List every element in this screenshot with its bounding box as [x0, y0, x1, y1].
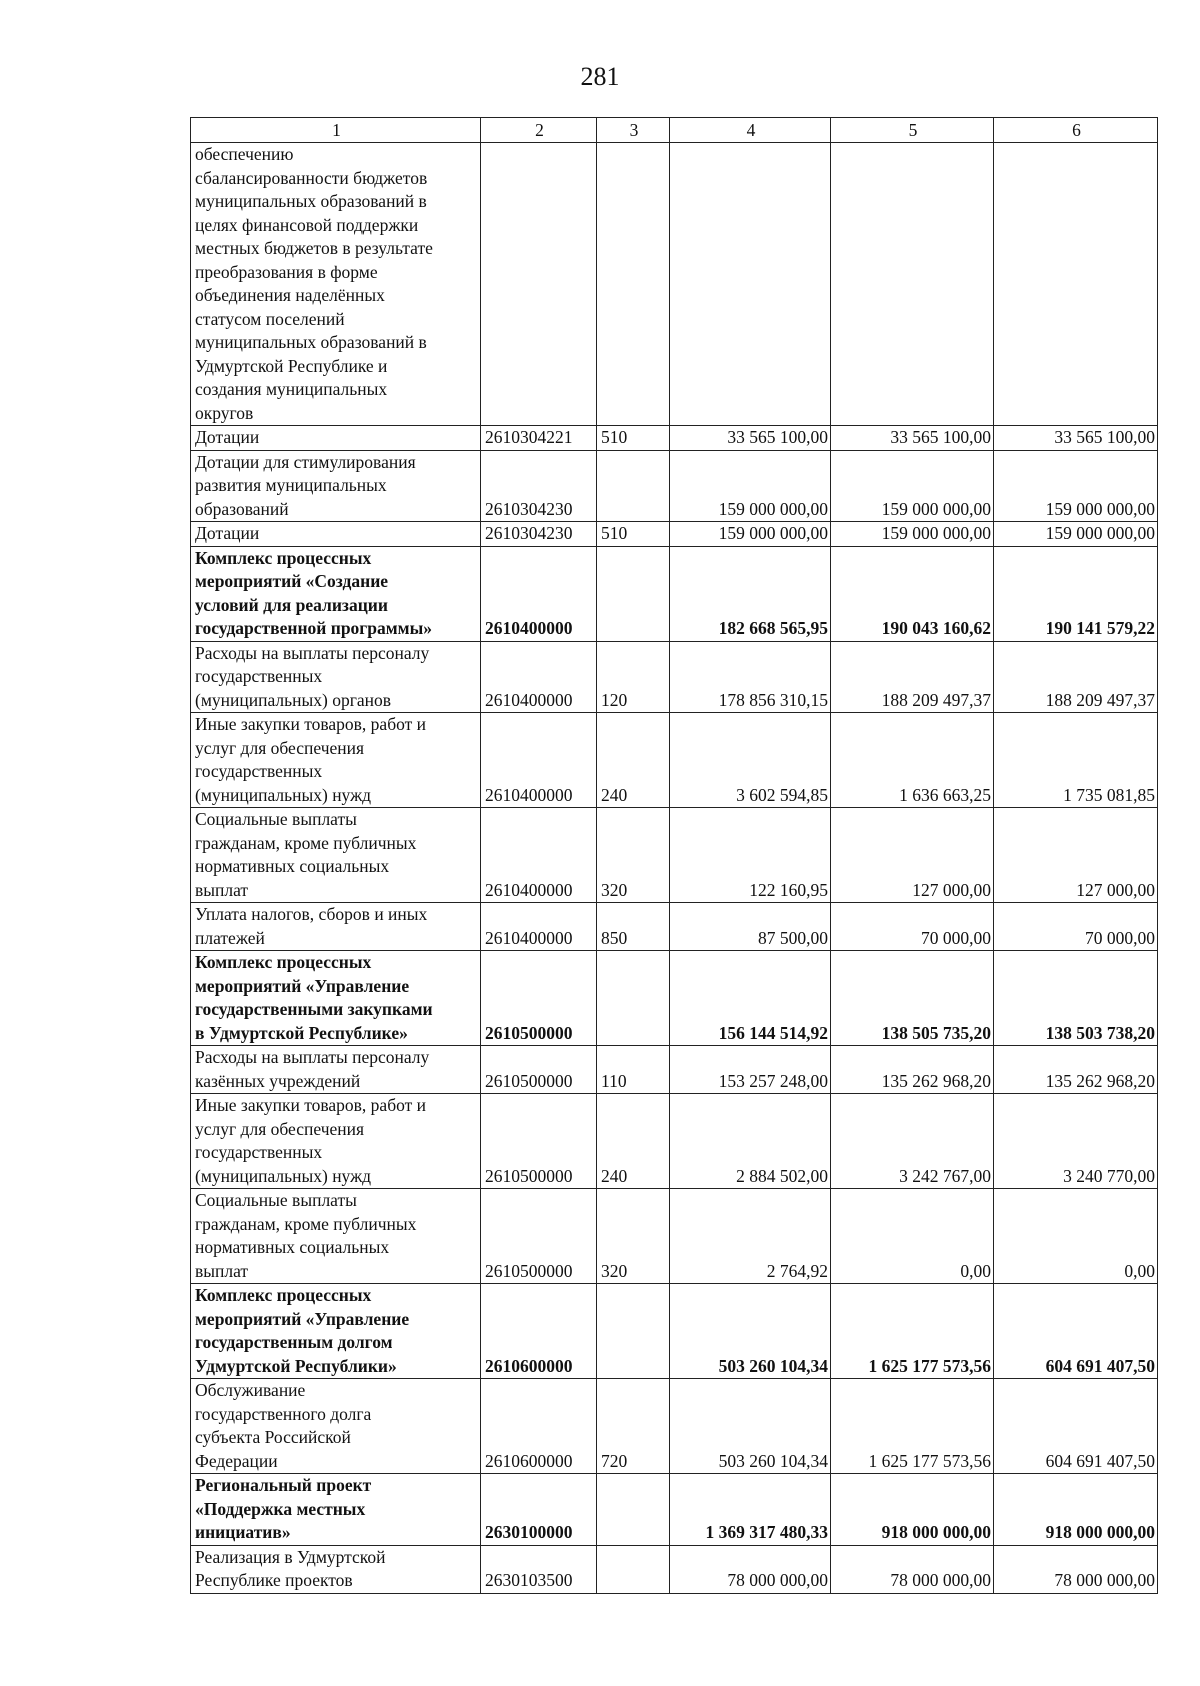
row-value-cell: 918 000 000,00	[831, 1474, 994, 1546]
row-value-cell: 33 565 100,00	[670, 426, 831, 451]
table-row	[191, 1046, 1158, 1094]
row-type-cell	[597, 1545, 670, 1593]
table-row	[191, 1545, 1158, 1593]
row-type-cell	[597, 1284, 670, 1379]
row-value-cell: 78 000 000,00	[670, 1545, 831, 1593]
row-name-cell: Комплекс процессных мероприятий «Управление государственными закупками в Удмуртской Республике»	[191, 951, 481, 1046]
row-value-cell: 188 209 497,37	[831, 641, 994, 713]
row-value-cell: 190 141 579,22	[994, 546, 1158, 641]
row-value-cell: 3 240 770,00	[994, 1094, 1158, 1189]
table-row	[191, 903, 1158, 951]
row-type-cell: 110	[597, 1046, 670, 1094]
row-value-cell: 503 260 104,34	[670, 1379, 831, 1474]
row-value-cell: 135 262 968,20	[994, 1046, 1158, 1094]
row-type-cell: 120	[597, 641, 670, 713]
table-header-row	[191, 118, 1158, 143]
row-value-cell: 3 602 594,85	[670, 713, 831, 808]
row-name-cell: Обслуживание государственного долга субъекта Российской Федерации	[191, 1379, 481, 1474]
column-header: 3	[597, 118, 670, 143]
table-row	[191, 143, 1158, 426]
row-value-cell: 138 503 738,20	[994, 951, 1158, 1046]
table-row	[191, 951, 1158, 1046]
row-value-cell: 503 260 104,34	[670, 1284, 831, 1379]
row-name-cell: Реализация в Удмуртской Республике проектов	[191, 1545, 481, 1593]
row-name-cell: Дотации	[191, 426, 481, 451]
row-code-cell: 2610304230	[481, 522, 597, 547]
row-value-cell: 127 000,00	[994, 808, 1158, 903]
row-value-cell: 70 000,00	[994, 903, 1158, 951]
row-name-cell: обеспечению сбалансированности бюджетов муниципальных образований в целях финансовой поддержки местных бюджетов в результате преобразования в форме объединения наделённых статусом поселений муниципальных образований в Удмуртской Республике и создания муниципальных округов	[191, 143, 481, 426]
row-value-cell: 156 144 514,92	[670, 951, 831, 1046]
row-type-cell: 850	[597, 903, 670, 951]
row-name-cell: Комплекс процессных мероприятий «Управление государственным долгом Удмуртской Республики»	[191, 1284, 481, 1379]
table-row	[191, 522, 1158, 547]
row-code-cell: 2630100000	[481, 1474, 597, 1546]
row-type-cell	[597, 1474, 670, 1546]
row-value-cell: 1 369 317 480,33	[670, 1474, 831, 1546]
row-value-cell: 138 505 735,20	[831, 951, 994, 1046]
row-code-cell: 2610400000	[481, 546, 597, 641]
row-code-cell: 2630103500	[481, 1545, 597, 1593]
row-value-cell: 159 000 000,00	[831, 522, 994, 547]
row-value-cell: 918 000 000,00	[994, 1474, 1158, 1546]
row-value-cell: 182 668 565,95	[670, 546, 831, 641]
row-value-cell: 159 000 000,00	[670, 522, 831, 547]
row-type-cell: 320	[597, 1189, 670, 1284]
row-name-cell: Иные закупки товаров, работ и услуг для обеспечения государственных (муниципальных) нужд	[191, 713, 481, 808]
table-row	[191, 450, 1158, 522]
column-header: 2	[481, 118, 597, 143]
table-row	[191, 641, 1158, 713]
row-value-cell: 178 856 310,15	[670, 641, 831, 713]
table-row	[191, 1284, 1158, 1379]
row-name-cell: Дотации для стимулирования развития муниципальных образований	[191, 450, 481, 522]
table-row	[191, 1094, 1158, 1189]
row-value-cell: 190 043 160,62	[831, 546, 994, 641]
row-type-cell: 240	[597, 713, 670, 808]
row-type-cell: 510	[597, 522, 670, 547]
row-type-cell: 320	[597, 808, 670, 903]
row-code-cell: 2610500000	[481, 1046, 597, 1094]
column-header: 4	[670, 118, 831, 143]
row-code-cell: 2610500000	[481, 1189, 597, 1284]
row-code-cell: 2610400000	[481, 713, 597, 808]
row-value-cell: 159 000 000,00	[670, 450, 831, 522]
table-row	[191, 426, 1158, 451]
row-name-cell: Социальные выплаты гражданам, кроме публичных нормативных социальных выплат	[191, 1189, 481, 1284]
table-row	[191, 1189, 1158, 1284]
row-value-cell	[670, 143, 831, 426]
row-value-cell: 153 257 248,00	[670, 1046, 831, 1094]
row-value-cell: 0,00	[994, 1189, 1158, 1284]
row-value-cell: 1 625 177 573,56	[831, 1379, 994, 1474]
row-type-cell	[597, 143, 670, 426]
table-row	[191, 546, 1158, 641]
row-value-cell	[831, 143, 994, 426]
row-type-cell	[597, 450, 670, 522]
row-code-cell	[481, 143, 597, 426]
table-row	[191, 713, 1158, 808]
row-name-cell: Иные закупки товаров, работ и услуг для обеспечения государственных (муниципальных) нужд	[191, 1094, 481, 1189]
row-value-cell: 135 262 968,20	[831, 1046, 994, 1094]
row-value-cell: 87 500,00	[670, 903, 831, 951]
row-value-cell: 159 000 000,00	[994, 450, 1158, 522]
row-value-cell: 1 636 663,25	[831, 713, 994, 808]
row-name-cell: Дотации	[191, 522, 481, 547]
row-name-cell: Расходы на выплаты персоналу казённых учреждений	[191, 1046, 481, 1094]
row-value-cell: 122 160,95	[670, 808, 831, 903]
table-body	[191, 143, 1158, 1594]
row-type-cell: 720	[597, 1379, 670, 1474]
table-row	[191, 1379, 1158, 1474]
row-value-cell: 159 000 000,00	[831, 450, 994, 522]
row-value-cell: 127 000,00	[831, 808, 994, 903]
row-value-cell: 70 000,00	[831, 903, 994, 951]
column-header: 1	[191, 118, 481, 143]
page-number: 281	[580, 62, 620, 91]
row-value-cell: 33 565 100,00	[831, 426, 994, 451]
row-value-cell	[994, 143, 1158, 426]
row-name-cell: Региональный проект «Поддержка местных инициатив»	[191, 1474, 481, 1546]
row-code-cell: 2610304230	[481, 450, 597, 522]
row-code-cell: 2610600000	[481, 1379, 597, 1474]
row-name-cell: Комплекс процессных мероприятий «Создание условий для реализации государственной программы»	[191, 546, 481, 641]
row-value-cell: 604 691 407,50	[994, 1379, 1158, 1474]
row-value-cell: 1 625 177 573,56	[831, 1284, 994, 1379]
row-code-cell: 2610304221	[481, 426, 597, 451]
row-name-cell: Уплата налогов, сборов и иных платежей	[191, 903, 481, 951]
row-value-cell: 0,00	[831, 1189, 994, 1284]
table-row	[191, 808, 1158, 903]
row-code-cell: 2610400000	[481, 641, 597, 713]
row-value-cell: 78 000 000,00	[994, 1545, 1158, 1593]
row-name-cell: Расходы на выплаты персоналу государственных (муниципальных) органов	[191, 641, 481, 713]
row-value-cell: 188 209 497,37	[994, 641, 1158, 713]
row-type-cell	[597, 951, 670, 1046]
row-value-cell: 159 000 000,00	[994, 522, 1158, 547]
budget-table	[190, 117, 1158, 1594]
row-code-cell: 2610500000	[481, 1094, 597, 1189]
column-header: 5	[831, 118, 994, 143]
column-header: 6	[994, 118, 1158, 143]
row-value-cell: 2 884 502,00	[670, 1094, 831, 1189]
row-value-cell: 33 565 100,00	[994, 426, 1158, 451]
row-code-cell: 2610600000	[481, 1284, 597, 1379]
row-value-cell: 78 000 000,00	[831, 1545, 994, 1593]
row-code-cell: 2610400000	[481, 903, 597, 951]
row-code-cell: 2610400000	[481, 808, 597, 903]
row-name-cell: Социальные выплаты гражданам, кроме публичных нормативных социальных выплат	[191, 808, 481, 903]
row-type-cell	[597, 546, 670, 641]
row-value-cell: 604 691 407,50	[994, 1284, 1158, 1379]
row-code-cell: 2610500000	[481, 951, 597, 1046]
table-row	[191, 1474, 1158, 1546]
row-type-cell: 510	[597, 426, 670, 451]
row-type-cell: 240	[597, 1094, 670, 1189]
row-value-cell: 2 764,92	[670, 1189, 831, 1284]
row-value-cell: 1 735 081,85	[994, 713, 1158, 808]
row-value-cell: 3 242 767,00	[831, 1094, 994, 1189]
